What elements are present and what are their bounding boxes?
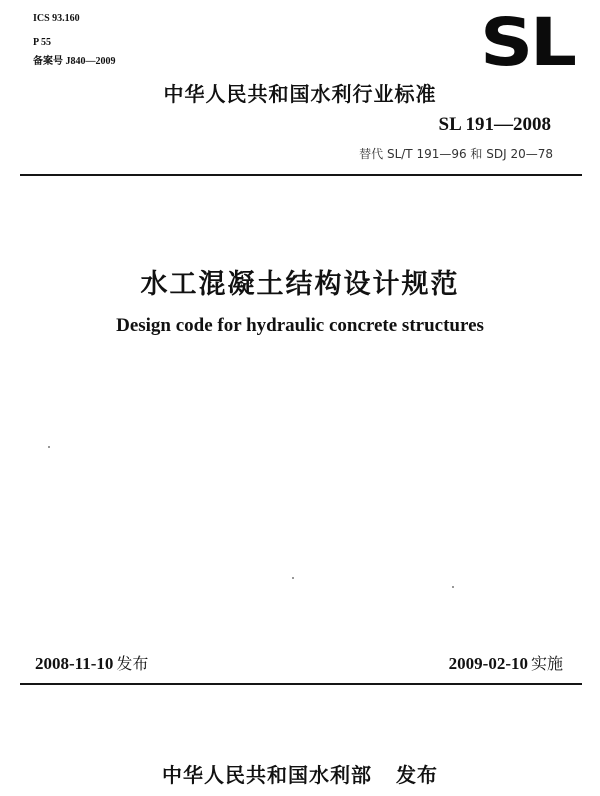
- issue-date: 2008-11-10: [35, 654, 114, 673]
- classification-code: P 55: [33, 37, 52, 48]
- ics-code: ICS 93.160: [33, 13, 80, 24]
- issue-date-line: [35, 651, 148, 674]
- standard-number: SL 191—2008: [438, 114, 551, 135]
- implement-date-line: [449, 651, 563, 674]
- publisher-action: 发布: [396, 763, 438, 787]
- document-title-chinese: 水工混凝土结构设计规范: [140, 269, 460, 300]
- publisher-line: [0, 759, 600, 788]
- standard-type: 中华人民共和国水利行业标准: [163, 82, 437, 106]
- sl-logo: SL: [480, 4, 574, 81]
- top-divider: [20, 174, 582, 176]
- implement-label: 实施: [530, 654, 563, 673]
- document-title-english: Design code for hydraulic concrete structures: [116, 315, 484, 336]
- replaces-note: 替代 SL/T 191—96 和 SDJ 20—78: [359, 147, 553, 161]
- implement-date: 2009-02-10: [448, 654, 528, 673]
- publisher-name: 中华人民共和国水利部: [162, 763, 372, 787]
- scan-speck: [292, 577, 294, 579]
- scan-speck: [48, 446, 50, 448]
- issue-label: 发布: [116, 654, 149, 673]
- bottom-divider: [20, 683, 582, 685]
- scan-speck: [452, 586, 454, 588]
- record-number: 备案号 J840—2009: [33, 56, 116, 67]
